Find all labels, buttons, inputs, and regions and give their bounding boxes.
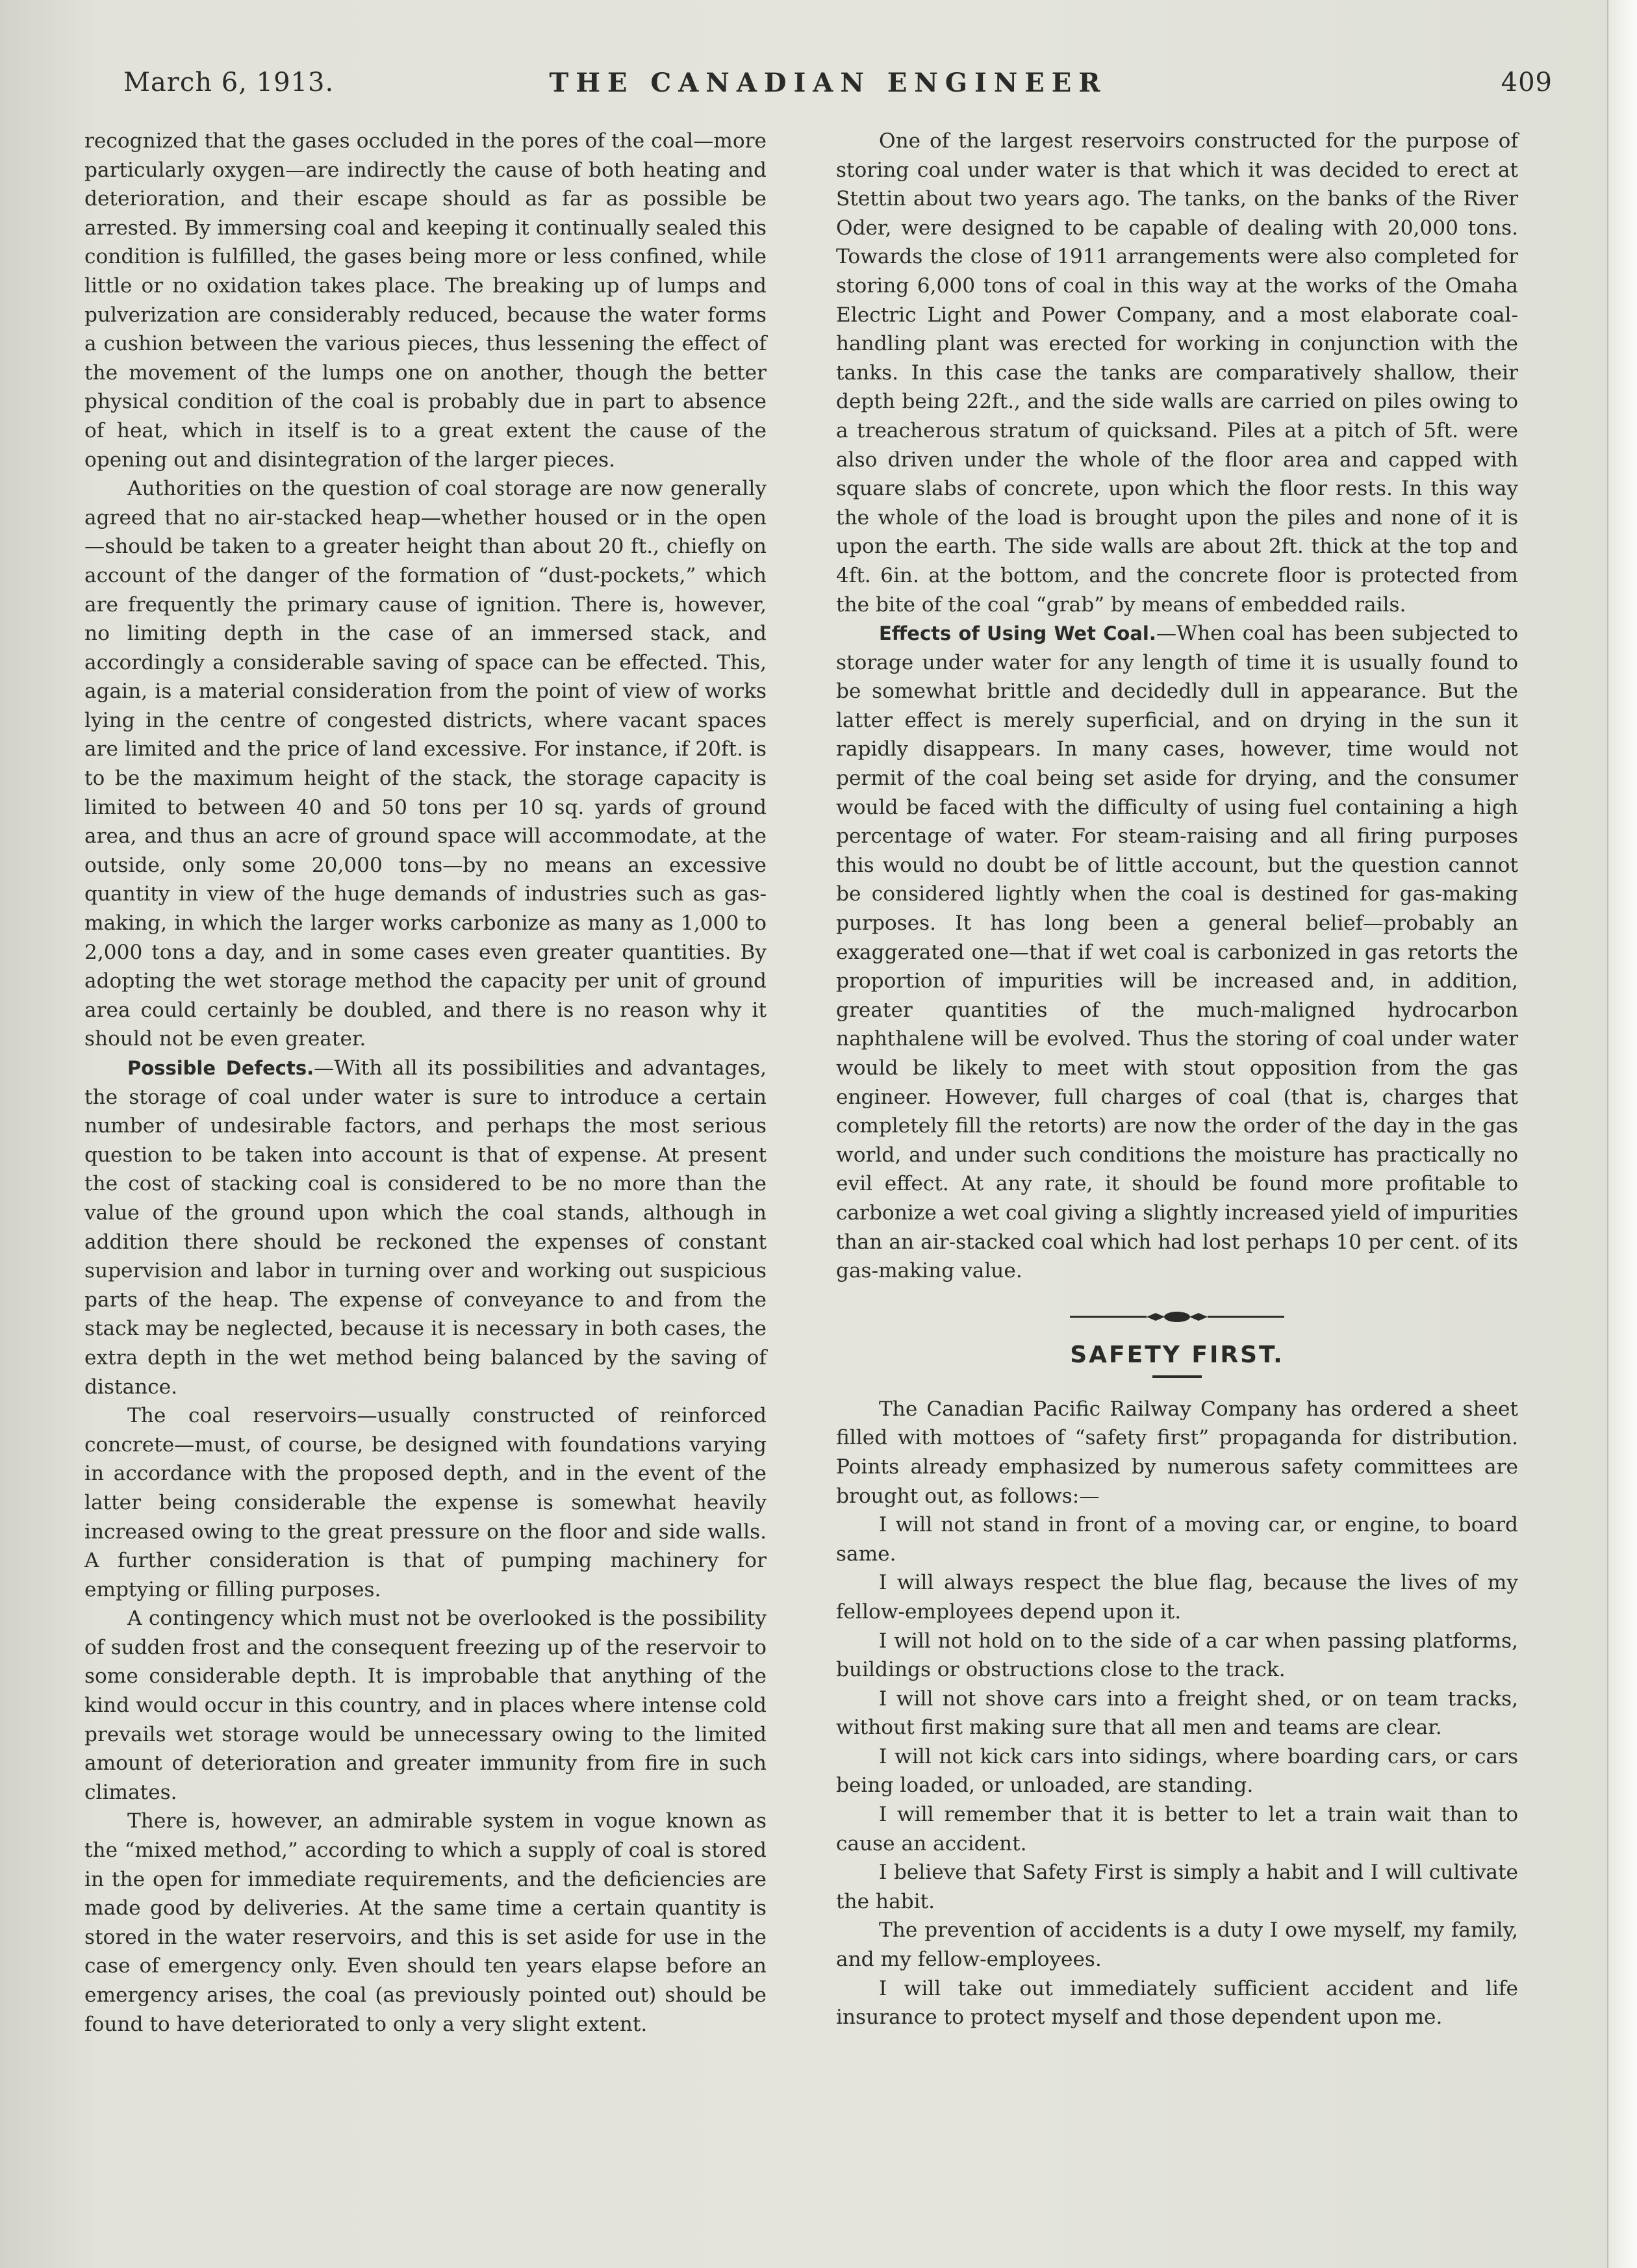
paragraph-text: —With all its possibilities and advantages, the storage of coal under water is sure to introduce a certain number of undesirable factors, and perhaps the most serious question to be taken into account is that of expense. At present the cost of stacking coal is considered to be no more than the value of the ground upon which the coal stands, although in addition there should be reckoned the expenses of constant supervision and labor in turning over and working out suspicious parts of the heap. The expense of conveyance to and from the stack may be neglected, because it is necessary in both cases, the extra depth in the wet method being balanced by the saving of distance. <box>84 1056 767 1399</box>
issue-date: March 6, 1913. <box>123 68 335 97</box>
paragraph: Authorities on the question of coal storage are now generally agreed that no air-stacked heap—whether housed or in the open—should be taken to a greater height than about 20 ft., chiefly on account of the danger of the formation of “dust-pockets,” which are frequently the primary cause of ignition. There is, however, no limiting depth in the case of an immersed stack, and accordingly a considerable saving of space can be effected. This, again, is a material consideration from the point of view of works lying in the centre of congested districts, where vacant spaces are limited and the price of land excessive. For instance, if 20ft. is to be the maximum height of the stack, the storage capacity is limited to between 40 and 50 tons per 10 sq. yards of ground area, and thus an acre of ground space will accommodate, at the outside, only some 20,000 tons—by no means an excessive quantity in view of the huge demands of industries such as gas-making, in which the larger works carbonize as many as 1,000 to 2,000 tons a day, and in some cases even greater quantities. By adopting the wet storage method the capacity per unit of ground area could certainly be doubled, and there is no reason why it should not be even greater. <box>84 477 767 1051</box>
paragraph: The Canadian Pacific Railway Company has ordered a sheet filled with mottoes of “safety first” propaganda for distribution. Points already emphasized by numerous safety committees are brought out, as follows:— <box>836 1397 1518 1508</box>
left-column <box>84 127 767 2039</box>
safety-motto: I will take out immediately sufficient accident and life insurance to protect myself and those dependent upon me. <box>836 1976 1518 2030</box>
paragraph: A contingency which must not be overlooked is the possibility of sudden frost and the consequent freezing up of the reservoir to some considerable depth. It is improbable that anything of the kind would occur in this country, and in places where intense cold prevails wet storage would be unnecessary owing to the limited amount of deterioration and greater immunity from fire in such climates. <box>84 1607 767 1804</box>
safety-motto: I will remember that it is better to let a train wait than to cause an accident. <box>836 1803 1518 1855</box>
journal-title: THE CANADIAN ENGINEER <box>549 68 1108 98</box>
paragraph-text: —When coal has been subjected to storage under water for any length of time it is usually found to be somewhat brittle and decidedly dull in appearance. But the latter effect is merely superficial, and on drying in the sun it rapidly disappears. In many cases, however, time would not permit of the coal being set aside for drying, and the consumer would be faced with the difficulty of using fuel containing a high percentage of water. For steam-raising and all firing purposes this would no doubt be of little account, but the question cannot be considered lightly when the coal is destined for gas-making purposes. It has long been a general belief—probably an exaggerated one—that if wet coal is carbonized in gas retorts the proportion of impurities will be increased and, in addition, greater quantities of the much-maligned hydrocarbon naphthalene will be evolved. Thus the storing of coal under water would be likely to meet with stout opposition from the gas engineer. However, full charges of coal (that is, charges that completely fill the retorts) are now the order of the day in the gas world, and under such conditions the moisture has practically no evil effect. At any rate, it should be found more profitable to carbonize a wet coal giving a slightly increased yield of impurities than an air-stacked coal which had lost perhaps 10 per cent. of its gas-making value. <box>836 622 1519 1283</box>
title-rule <box>1152 1375 1202 1378</box>
safety-motto: The prevention of accidents is a duty I owe myself, my family, and my fellow-employees. <box>836 1918 1518 1972</box>
paragraph: The coal reservoirs—usually constructed of reinforced concrete—must, of course, be designed with foundations varying in accordance with the proposed depth, and in the event of the latter being considerable the expense is somewhat heavily increased owing to the great pressure on the floor and side walls. A further consideration is that of pumping machinery for emptying or filling purposes. <box>84 1404 767 1601</box>
safety-motto: I will not shove cars into a freight shed, or on team tracks, without first making sure that all men and teams are clear. <box>836 1687 1518 1740</box>
right-column <box>836 127 1518 2032</box>
section-title: SAFETY FIRST. <box>1070 1341 1284 1368</box>
safety-motto: I will not hold on to the side of a car when passing platforms, buildings or obstructions close to the track. <box>836 1629 1518 1682</box>
subheading-wet-coal: Effects of Using Wet Coal. <box>879 622 1156 645</box>
page-edge <box>1607 0 1637 2268</box>
page-number: 409 <box>1501 68 1553 97</box>
safety-motto: I will not kick cars into sidings, where boarding cars, or cars being loaded, or unloaded, are standing. <box>836 1744 1518 1798</box>
safety-motto: I will always respect the blue flag, because the lives of my fellow-employees depend upon it. <box>836 1571 1518 1624</box>
paragraph: recognized that the gases occluded in the pores of the coal—more particularly oxygen—are indirectly the cause of both heating and deterioration, and their escape should as far as possible be arrested. By immersing coal and keeping it continually sealed this condition is fulfilled, the gases being more or less confined, while little or no oxidation takes place. The breaking up of lumps and pulverization are considerably reduced, because the water forms a cushion between the various pieces, thus lessening the effect of the movement of the lumps one on another, though the better physical condition of the coal is probably due in part to absence of heat, which in itself is to a great extent the cause of the opening out and disintegration of the larger pieces. <box>84 129 767 472</box>
safety-motto: I believe that Safety First is simply a habit and I will cultivate the habit. <box>836 1861 1518 1913</box>
paragraph <box>84 1054 767 1401</box>
page-header <box>123 68 1553 109</box>
section-divider-ornament-icon <box>836 1304 1518 1321</box>
paragraph: There is, however, an admirable system in vogue known as the “mixed method,” according to which a supply of coal is stored in the open for immediate requirements, and the deficiencies are made good by deliveries. At the same time a certain quantity is stored in the water reservoirs, and this is set aside for use in the case of emergency only. Even should ten years elapse before an emergency arises, the coal (as previously pointed out) should be found to have deteriorated to only a very slight extent. <box>84 1809 767 2036</box>
paragraph <box>836 619 1518 1286</box>
paragraph: One of the largest reservoirs constructed for the purpose of storing coal under water is that which it was decided to erect at Stettin about two years ago. The tanks, on the banks of the River Oder, were designed to be capable of dealing with 20,000 tons. Towards the close of 1911 arrangements were also completed for storing 6,000 tons of coal in this way at the works of the Omaha Electric Light and Power Company, and a most elaborate coal-handling plant was erected for working in conjunction with the tanks. In this case the tanks are comparatively shallow, their depth being 22ft., and the side walls are carried on piles owing to a treacherous stratum of quicksand. Piles at a pitch of 5ft. were also driven under the whole of the floor area and capped with square slabs of concrete, upon which the floor rests. In this way the whole of the load is brought upon the piles and none of it is upon the earth. The side walls are about 2ft. thick at the top and 4ft. 6in. at the bottom, and the concrete floor is protected from the bite of the coal “grab” by means of embedded rails. <box>836 129 1518 617</box>
subheading-possible-defects: Possible Defects. <box>127 1057 314 1079</box>
safety-motto: I will not stand in front of a moving car, or engine, to board same. <box>836 1513 1518 1566</box>
